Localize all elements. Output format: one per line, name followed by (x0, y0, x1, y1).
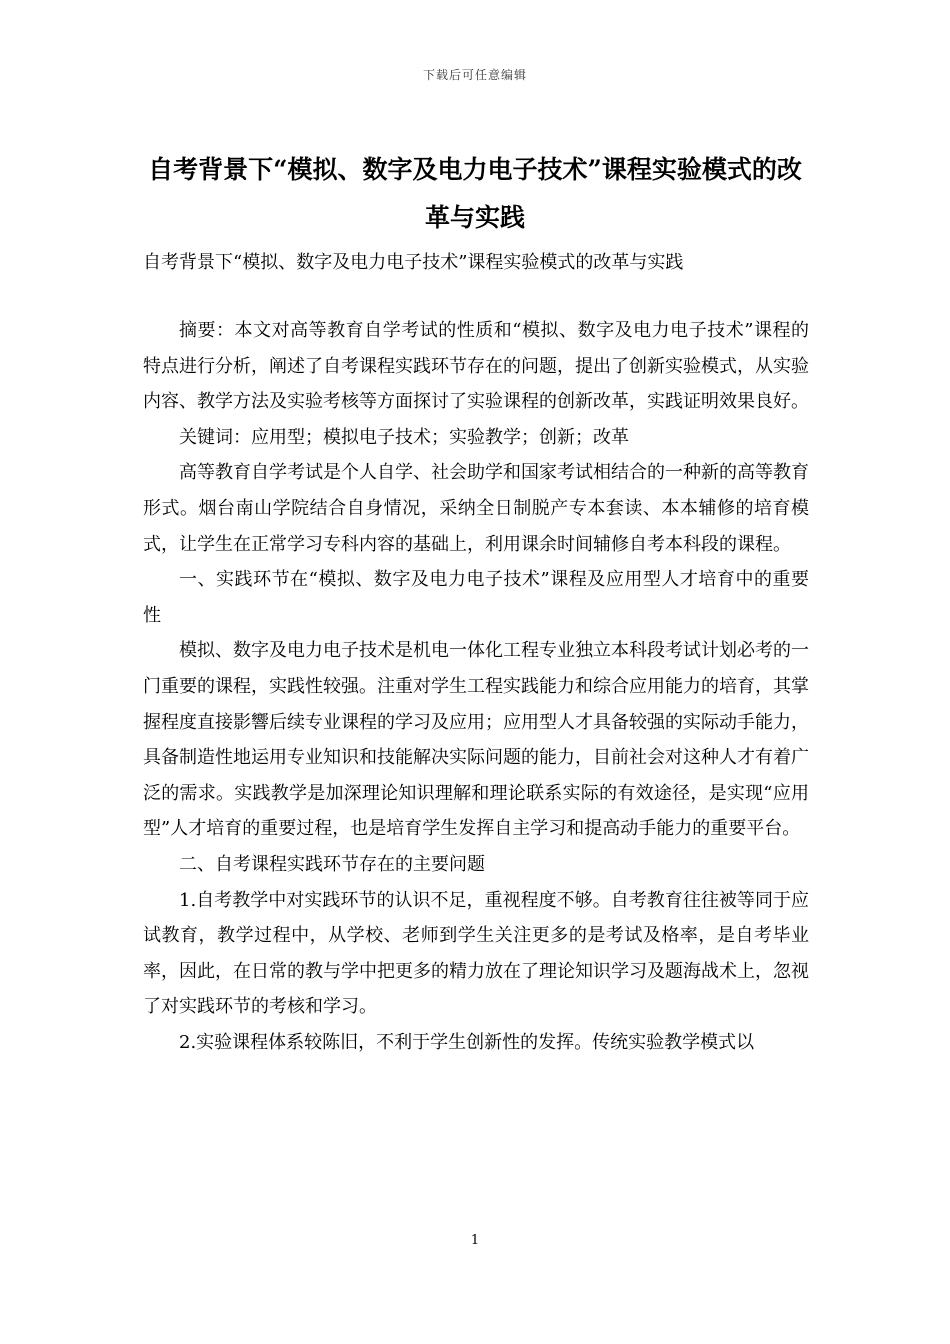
document-subtitle: 自考背景下“模拟、数字及电力电子技术”课程实验模式的改革与实践 (143, 252, 684, 273)
abstract-paragraph: 摘要：本文对高等教育自学考试的性质和“模拟、数字及电力电子技术”课程的特点进行分析，阐述了自考课程实践环节存在的问题，提出了创新实验模式，从实验内容、教学方法及实验考核等方面探讨了实验课程的创新改革，实践证明效果良好。 (143, 320, 809, 413)
document-title: 自考背景下“模拟、数字及电力电子技术”课程实验模式的改革与实践 (148, 155, 802, 232)
section-heading: 一、实践环节在“模拟、数字及电力电子技术”课程及应用型人才培育中的重要性 (143, 569, 809, 626)
header-note: 下载后可任意编辑 (422, 68, 527, 82)
page-number: 1 (470, 1233, 480, 1248)
body-paragraph: 1.自考教学中对实践环节的认识不足，重视程度不够。自考教育往往被等同于应试教育，教学过程中，从学校、老师到学生关注更多的是考试及格率，是自考毕业率，因此，在日常的教与学中把更多的精力放在了理论知识学习及题海战术上，忽视了对实践环节的考核和学习。 (143, 889, 809, 1018)
body-paragraph: 2.实验课程体系较陈旧，不利于学生创新性的发挥。传统实验教学模式以 (179, 1031, 755, 1053)
body-paragraph: 高等教育自学考试是个人自学、社会助学和国家考试相结合的一种新的高等教育形式。烟台南山学院结合自身情况，采纳全日制脱产专本套读、本本辅修的培育模式，让学生在正常学习专科内容的基础上，利用课余时间辅修自考本科段的课程。 (143, 462, 809, 555)
keywords-paragraph: 关键词：应用型；模拟电子技术；实验教学；创新；改革 (179, 426, 629, 448)
section-heading: 二、自考课程实践环节存在的主要问题 (179, 853, 485, 875)
document-body (143, 313, 809, 1060)
body-paragraph: 模拟、数字及电力电子技术是机电一体化工程专业独立本科段考试计划必考的一门重要的课程，实践性较强。注重对学生工程实践能力和综合应用能力的培育，其掌握程度直接影響后续专业课程的学习及应用；应用型人才具备较强的实际动手能力，具备制造性地运用专业知识和技能解决实际问题的能力，目前社会对这种人才有着广泛的需求。实践教学是加深理论知识理解和理论联系实际的有效途径，是实现“应用型”人才培育的重要过程，也是培育学生发挥自主学习和提高动手能力的重要平台。 (143, 640, 809, 840)
